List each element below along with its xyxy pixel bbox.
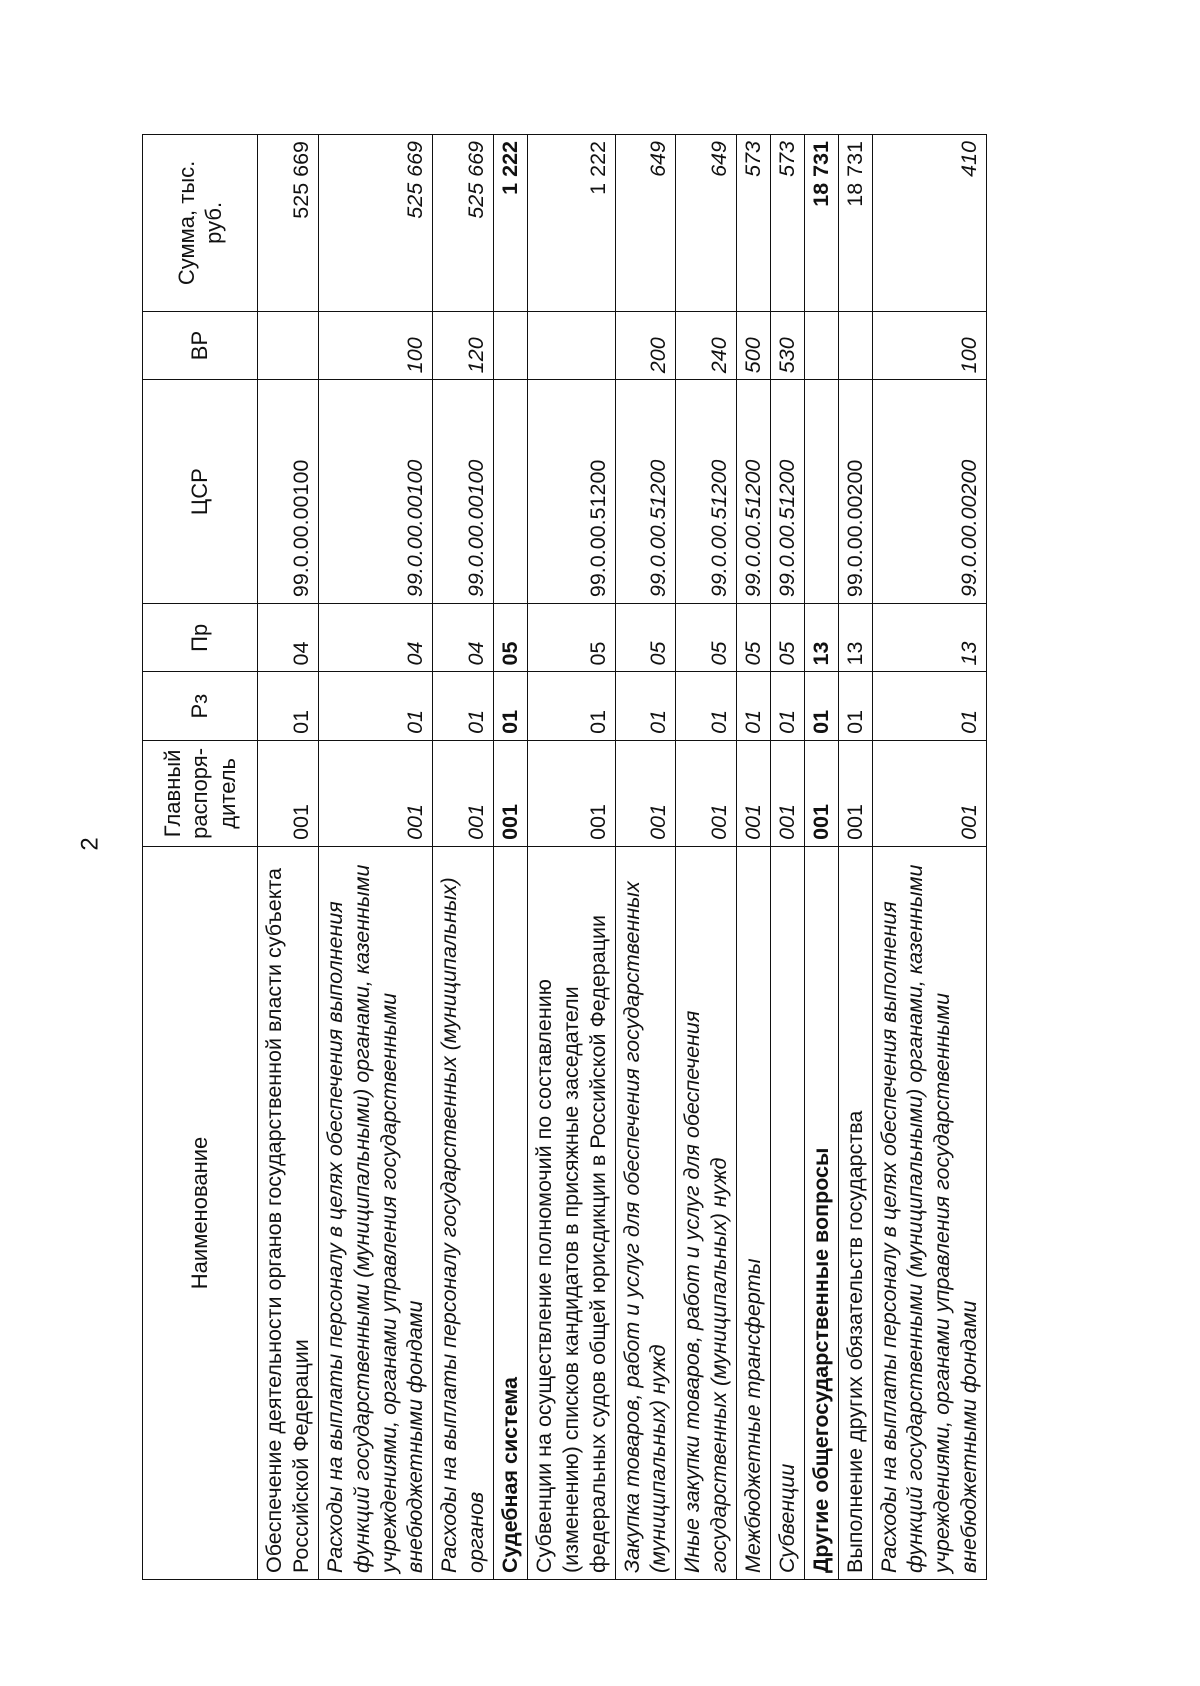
table-row [318, 135, 433, 1580]
cell-csr [494, 380, 528, 604]
table-row [615, 135, 676, 1580]
cell-rz: 01 [838, 672, 872, 740]
cell-name: Судебная система [494, 846, 528, 1579]
table-row [838, 135, 872, 1580]
header-pr: Пр [143, 604, 258, 672]
cell-name: Расходы на выплаты персоналу в целях обеспечения выполнения функций государственными (муниципальными) органами, казенными учреждениями, органами управления государственными внебюджетными фондами [318, 846, 433, 1579]
cell-csr: 99.0.00.00200 [838, 380, 872, 604]
cell-pr: 13 [872, 604, 987, 672]
cell-vr: 120 [433, 311, 494, 379]
cell-vr: 240 [676, 311, 737, 379]
cell-pr: 13 [804, 604, 838, 672]
budget-table [142, 134, 987, 1580]
cell-vr [527, 311, 615, 379]
table-row [494, 135, 528, 1580]
table-row [770, 135, 804, 1580]
cell-csr: 99.0.00.00200 [872, 380, 987, 604]
cell-rz: 01 [737, 672, 771, 740]
cell-vr [804, 311, 838, 379]
cell-rz: 01 [433, 672, 494, 740]
cell-grbs: 001 [527, 740, 615, 846]
cell-sum: 649 [676, 135, 737, 312]
header-sum: Сумма, тыс. руб. [143, 135, 258, 312]
table-row [676, 135, 737, 1580]
page-number: 2 [76, 837, 104, 851]
cell-rz: 01 [676, 672, 737, 740]
cell-pr: 04 [318, 604, 433, 672]
cell-grbs: 001 [494, 740, 528, 846]
cell-vr: 200 [615, 311, 676, 379]
cell-pr: 05 [676, 604, 737, 672]
cell-rz: 01 [318, 672, 433, 740]
cell-csr [804, 380, 838, 604]
cell-vr [838, 311, 872, 379]
cell-name: Иные закупки товаров, работ и услуг для обеспечения государственных (муниципальных) нужд [676, 846, 737, 1579]
cell-rz: 01 [804, 672, 838, 740]
cell-csr: 99.0.00.00100 [433, 380, 494, 604]
table-row [527, 135, 615, 1580]
cell-csr: 99.0.00.51200 [770, 380, 804, 604]
cell-vr: 530 [770, 311, 804, 379]
cell-rz: 01 [615, 672, 676, 740]
cell-sum: 525 669 [318, 135, 433, 312]
cell-grbs: 001 [838, 740, 872, 846]
cell-pr: 05 [737, 604, 771, 672]
cell-sum: 573 [770, 135, 804, 312]
cell-sum: 525 669 [258, 135, 319, 312]
header-rz: Рз [143, 672, 258, 740]
cell-rz: 01 [527, 672, 615, 740]
budget-table-container [142, 134, 1037, 1580]
table-row [872, 135, 987, 1580]
cell-grbs: 001 [737, 740, 771, 846]
cell-name: Межбюджетные трансферты [737, 846, 771, 1579]
cell-pr: 04 [258, 604, 319, 672]
cell-csr: 99.0.00.51200 [615, 380, 676, 604]
table-row [433, 135, 494, 1580]
rotated-table-wrapper [142, 134, 1037, 1580]
cell-sum: 573 [737, 135, 771, 312]
cell-pr: 05 [615, 604, 676, 672]
cell-sum: 525 669 [433, 135, 494, 312]
cell-sum: 1 222 [494, 135, 528, 312]
cell-name: Обеспечение деятельности органов государственной власти субъекта Российской Федерации [258, 846, 319, 1579]
cell-csr: 99.0.00.51200 [676, 380, 737, 604]
cell-sum: 1 222 [527, 135, 615, 312]
cell-rz: 01 [494, 672, 528, 740]
cell-rz: 01 [258, 672, 319, 740]
cell-pr: 05 [527, 604, 615, 672]
cell-name: Выполнение других обязательств государства [838, 846, 872, 1579]
cell-vr: 100 [318, 311, 433, 379]
cell-vr [258, 311, 319, 379]
cell-name: Другие общегосударственные вопросы [804, 846, 838, 1579]
cell-grbs: 001 [258, 740, 319, 846]
cell-sum: 410 [872, 135, 987, 312]
cell-grbs: 001 [433, 740, 494, 846]
cell-grbs: 001 [804, 740, 838, 846]
table-header-row [143, 135, 258, 1580]
table-row [804, 135, 838, 1580]
cell-csr: 99.0.00.00100 [258, 380, 319, 604]
cell-rz: 01 [770, 672, 804, 740]
table-row [258, 135, 319, 1580]
cell-grbs: 001 [615, 740, 676, 846]
header-grbs: Главный распоря-дитель [143, 740, 258, 846]
cell-csr: 99.0.00.00100 [318, 380, 433, 604]
cell-csr: 99.0.00.51200 [737, 380, 771, 604]
cell-name: Расходы на выплаты персоналу государственных (муниципальных) органов [433, 846, 494, 1579]
cell-grbs: 001 [872, 740, 987, 846]
cell-grbs: 001 [676, 740, 737, 846]
table-row [737, 135, 771, 1580]
cell-name: Субвенции на осуществление полномочий по составлению (изменению) списков кандидатов в присяжные заседатели федеральных судов общей юрисдикции в Российской Федерации [527, 846, 615, 1579]
cell-grbs: 001 [770, 740, 804, 846]
cell-rz: 01 [872, 672, 987, 740]
cell-vr: 100 [872, 311, 987, 379]
header-csr: ЦСР [143, 380, 258, 604]
cell-pr: 05 [770, 604, 804, 672]
cell-pr: 13 [838, 604, 872, 672]
header-vr: ВР [143, 311, 258, 379]
cell-csr: 99.0.00.51200 [527, 380, 615, 604]
cell-vr: 500 [737, 311, 771, 379]
cell-vr [494, 311, 528, 379]
cell-name: Закупка товаров, работ и услуг для обеспечения государственных (муниципальных) нужд [615, 846, 676, 1579]
cell-pr: 04 [433, 604, 494, 672]
cell-sum: 18 731 [838, 135, 872, 312]
cell-name: Расходы на выплаты персоналу в целях обеспечения выполнения функций государственными (муниципальными) органами, казенными учреждениями, органами управления государственными внебюджетными фондами [872, 846, 987, 1579]
header-name: Наименование [143, 846, 258, 1579]
cell-sum: 649 [615, 135, 676, 312]
cell-name: Субвенции [770, 846, 804, 1579]
cell-sum: 18 731 [804, 135, 838, 312]
cell-grbs: 001 [318, 740, 433, 846]
cell-pr: 05 [494, 604, 528, 672]
